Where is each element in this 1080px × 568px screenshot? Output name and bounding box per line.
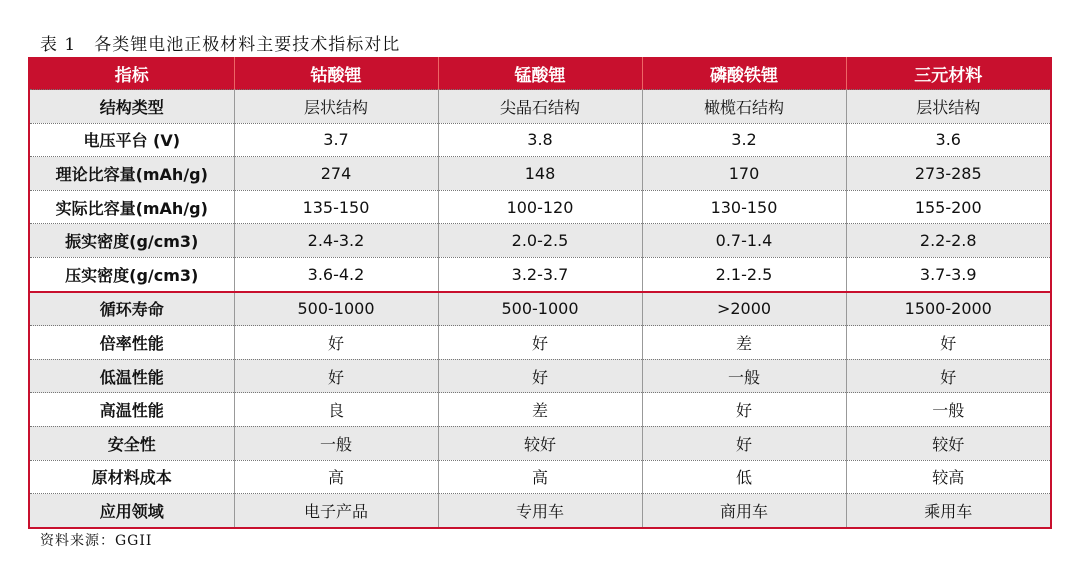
table-cell: 2.1-2.5 xyxy=(642,257,846,291)
comparison-table xyxy=(30,57,1050,527)
header-cell: 钴酸锂 xyxy=(234,57,438,90)
table-cell: 500-1000 xyxy=(234,292,438,326)
table-row xyxy=(30,426,1050,460)
table-cell: 273-285 xyxy=(846,157,1050,191)
row-label: 振实密度(g/cm3) xyxy=(30,224,234,258)
table-cell: 好 xyxy=(234,359,438,393)
table-cell: 较高 xyxy=(846,460,1050,494)
table-row xyxy=(30,224,1050,258)
table-row xyxy=(30,494,1050,527)
row-label: 安全性 xyxy=(30,426,234,460)
row-label: 倍率性能 xyxy=(30,326,234,360)
row-label: 结构类型 xyxy=(30,90,234,124)
table-row xyxy=(30,359,1050,393)
table-cell: 2.2-2.8 xyxy=(846,224,1050,258)
row-label: 低温性能 xyxy=(30,359,234,393)
table-cell: 层状结构 xyxy=(234,90,438,124)
header-cell: 磷酸铁锂 xyxy=(642,57,846,90)
table-cell: 100-120 xyxy=(438,190,642,224)
table-cell: 一般 xyxy=(234,426,438,460)
table-row xyxy=(30,190,1050,224)
table-cell: 好 xyxy=(642,393,846,427)
table-cell: 较好 xyxy=(438,426,642,460)
table-cell: 1500-2000 xyxy=(846,292,1050,326)
table-cell: 一般 xyxy=(642,359,846,393)
table-cell: 高 xyxy=(234,460,438,494)
table-cell: 高 xyxy=(438,460,642,494)
table-cell: 低 xyxy=(642,460,846,494)
table-cell: 135-150 xyxy=(234,190,438,224)
table-cell: 274 xyxy=(234,157,438,191)
table-cell: 500-1000 xyxy=(438,292,642,326)
table-body xyxy=(30,90,1050,527)
table-cell: 3.6-4.2 xyxy=(234,257,438,291)
table-cell: 商用车 xyxy=(642,494,846,527)
table-cell: 好 xyxy=(234,326,438,360)
table-cell: 层状结构 xyxy=(846,90,1050,124)
table-cell: >2000 xyxy=(642,292,846,326)
table-cell: 一般 xyxy=(846,393,1050,427)
table-cell: 3.6 xyxy=(846,123,1050,157)
row-label: 压实密度(g/cm3) xyxy=(30,257,234,291)
table-cell: 较好 xyxy=(846,426,1050,460)
table-cell: 专用车 xyxy=(438,494,642,527)
table-cell: 3.2-3.7 xyxy=(438,257,642,291)
table-row xyxy=(30,90,1050,124)
row-label: 电压平台 (V) xyxy=(30,123,234,157)
table-cell: 好 xyxy=(642,426,846,460)
header-cell: 锰酸锂 xyxy=(438,57,642,90)
row-label: 实际比容量(mAh/g) xyxy=(30,190,234,224)
table-cell: 好 xyxy=(438,326,642,360)
table-cell: 3.2 xyxy=(642,123,846,157)
table-cell: 良 xyxy=(234,393,438,427)
row-label: 应用领域 xyxy=(30,494,234,527)
table-row xyxy=(30,326,1050,360)
table-cell: 155-200 xyxy=(846,190,1050,224)
table-cell: 好 xyxy=(438,359,642,393)
table-cell: 尖晶石结构 xyxy=(438,90,642,124)
table-cell: 3.8 xyxy=(438,123,642,157)
table-cell: 3.7-3.9 xyxy=(846,257,1050,291)
comparison-table-container xyxy=(28,57,1052,529)
header-cell: 三元材料 xyxy=(846,57,1050,90)
table-cell: 乘用车 xyxy=(846,494,1050,527)
table-cell: 2.4-3.2 xyxy=(234,224,438,258)
source-note: 资料来源：GGII xyxy=(40,533,153,549)
table-row xyxy=(30,123,1050,157)
table-cell: 3.7 xyxy=(234,123,438,157)
table-caption: 表 1 各类锂电池正极材料主要技术指标对比 xyxy=(40,35,401,55)
table-cell: 好 xyxy=(846,359,1050,393)
row-label: 原材料成本 xyxy=(30,460,234,494)
table-cell: 148 xyxy=(438,157,642,191)
row-label: 高温性能 xyxy=(30,393,234,427)
header-row xyxy=(30,57,1050,90)
table-cell: 130-150 xyxy=(642,190,846,224)
table-cell: 橄榄石结构 xyxy=(642,90,846,124)
row-label: 循环寿命 xyxy=(30,292,234,326)
table-row xyxy=(30,292,1050,326)
table-cell: 电子产品 xyxy=(234,494,438,527)
table-cell: 170 xyxy=(642,157,846,191)
table-row xyxy=(30,393,1050,427)
table-cell: 差 xyxy=(642,326,846,360)
table-row xyxy=(30,257,1050,291)
row-label: 理论比容量(mAh/g) xyxy=(30,157,234,191)
table-header xyxy=(30,57,1050,90)
header-cell: 指标 xyxy=(30,57,234,90)
table-cell: 0.7-1.4 xyxy=(642,224,846,258)
table-cell: 差 xyxy=(438,393,642,427)
table-row xyxy=(30,157,1050,191)
table-cell: 2.0-2.5 xyxy=(438,224,642,258)
table-cell: 好 xyxy=(846,326,1050,360)
table-row xyxy=(30,460,1050,494)
